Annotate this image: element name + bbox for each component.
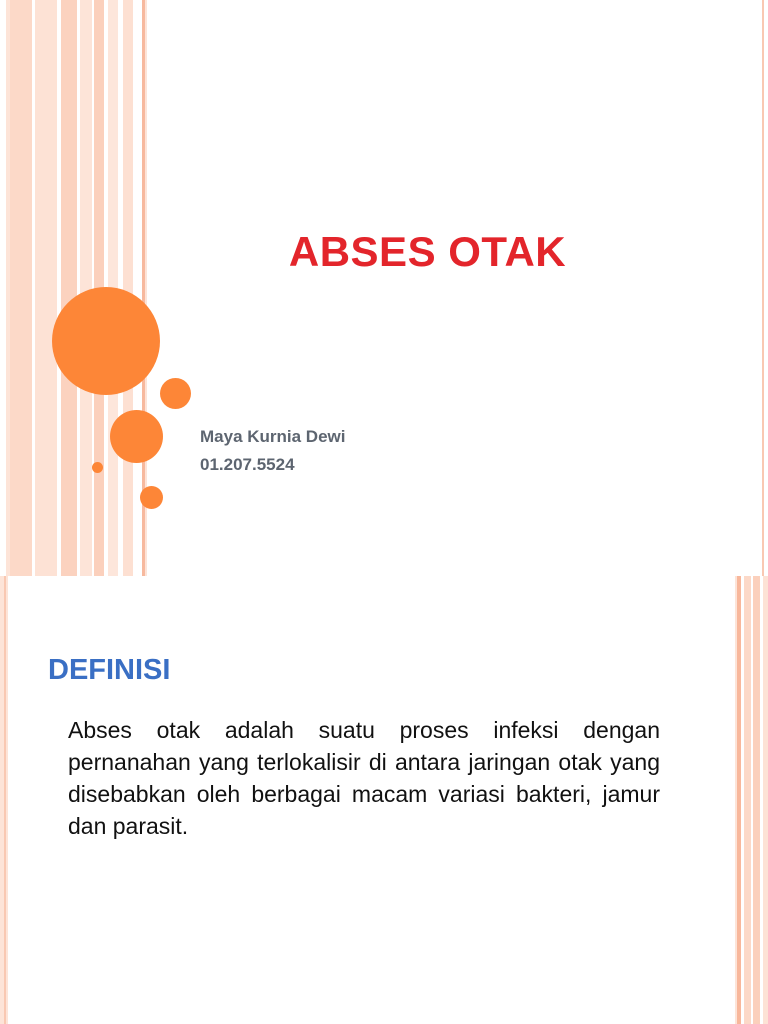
decor-stripe <box>10 0 32 576</box>
author-name: Maya Kurnia Dewi <box>200 427 346 446</box>
decor-stripe <box>123 0 133 576</box>
decor-circle <box>52 287 160 395</box>
slide-title: ABSES OTAK <box>288 228 567 275</box>
decor-stripe <box>133 0 142 576</box>
decor-circle <box>92 462 103 473</box>
decor-circle <box>140 486 163 509</box>
decor-stripe <box>61 0 77 576</box>
decor-stripe <box>753 576 760 1024</box>
content-slide <box>0 576 768 1024</box>
section-heading: DEFINISI <box>48 654 171 686</box>
decor-stripe <box>744 576 751 1024</box>
decor-circle <box>110 410 163 463</box>
decor-stripe <box>762 0 764 576</box>
definition-text: Abses otak adalah suatu proses infeksi dengan pernanahan yang terlokalisir di antara jaringan otak yang disebabkan oleh berbagai macam variasi bakteri, jamur dan parasit. <box>68 717 660 839</box>
student-id: 01.207.5524 <box>200 455 295 474</box>
decor-circle <box>160 378 191 409</box>
decor-stripe <box>35 0 57 576</box>
decor-stripe <box>80 0 92 576</box>
decor-stripe <box>763 576 768 1024</box>
decor-stripe <box>6 576 8 1024</box>
